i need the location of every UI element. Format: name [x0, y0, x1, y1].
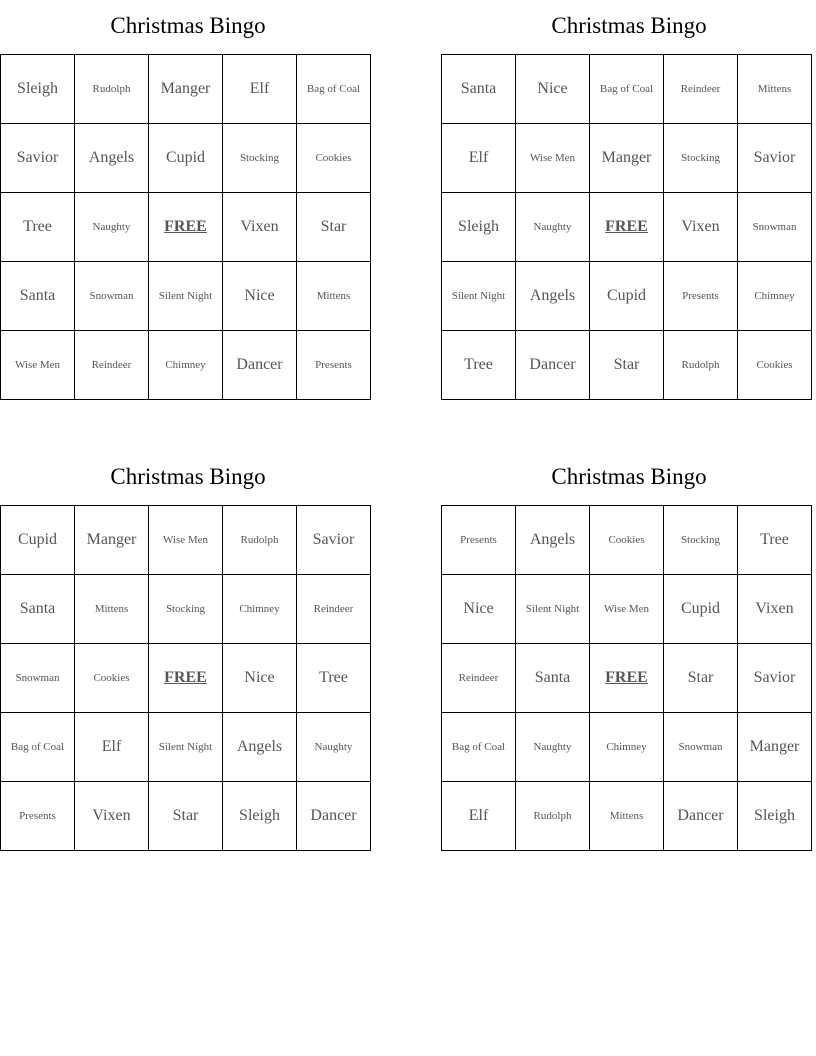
bingo-cell: Sleigh — [738, 782, 812, 851]
bingo-cell: Stocking — [664, 124, 738, 193]
bingo-cell: Wise Men — [516, 124, 590, 193]
free-space: FREE — [590, 193, 664, 262]
bingo-cell: Angels — [516, 506, 590, 575]
bingo-cell: Silent Night — [516, 575, 590, 644]
bingo-cell: Manger — [149, 55, 223, 124]
bingo-cell: Sleigh — [442, 193, 516, 262]
bingo-cell: Vixen — [223, 193, 297, 262]
bingo-cell: Savior — [738, 124, 812, 193]
bingo-cell: Reindeer — [297, 575, 371, 644]
bingo-cell: Presents — [297, 331, 371, 400]
free-space: FREE — [149, 193, 223, 262]
bingo-cell: Silent Night — [149, 713, 223, 782]
bingo-cell: Cupid — [664, 575, 738, 644]
bingo-cell: Manger — [75, 506, 149, 575]
bingo-cell: Chimney — [223, 575, 297, 644]
bingo-cell: Nice — [223, 262, 297, 331]
bingo-cell: Reindeer — [75, 331, 149, 400]
bingo-cell: Snowman — [664, 713, 738, 782]
card-title: Christmas Bingo — [110, 13, 266, 38]
bingo-cell: Presents — [664, 262, 738, 331]
bingo-cell: Silent Night — [442, 262, 516, 331]
bingo-cell: Star — [297, 193, 371, 262]
bingo-cell: Star — [664, 644, 738, 713]
bingo-grid — [0, 505, 371, 851]
bingo-cell: Bag of Coal — [590, 55, 664, 124]
bingo-cell: Naughty — [516, 713, 590, 782]
bingo-cell: Sleigh — [223, 782, 297, 851]
bingo-cell: Bag of Coal — [442, 713, 516, 782]
bingo-cell: Elf — [223, 55, 297, 124]
bingo-grid — [441, 54, 812, 400]
bingo-cell: Reindeer — [442, 644, 516, 713]
bingo-cell: Wise Men — [590, 575, 664, 644]
bingo-cell: Cupid — [1, 506, 75, 575]
bingo-cell: Naughty — [75, 193, 149, 262]
bingo-cell: Mittens — [75, 575, 149, 644]
bingo-cell: Wise Men — [1, 331, 75, 400]
bingo-cell: Vixen — [738, 575, 812, 644]
bingo-cell: Dancer — [516, 331, 590, 400]
bingo-cell: Nice — [516, 55, 590, 124]
bingo-cell: Savior — [297, 506, 371, 575]
bingo-cell: Cookies — [75, 644, 149, 713]
bingo-cell: Angels — [516, 262, 590, 331]
bingo-cell: Bag of Coal — [297, 55, 371, 124]
free-space: FREE — [149, 644, 223, 713]
bingo-cell: Stocking — [664, 506, 738, 575]
bingo-cell: Nice — [223, 644, 297, 713]
bingo-cell: Cupid — [149, 124, 223, 193]
bingo-cell: Rudolph — [664, 331, 738, 400]
bingo-cell: Snowman — [1, 644, 75, 713]
free-space: FREE — [590, 644, 664, 713]
card-title: Christmas Bingo — [110, 464, 266, 489]
bingo-cell: Wise Men — [149, 506, 223, 575]
bingo-cell: Vixen — [664, 193, 738, 262]
bingo-cell: Tree — [738, 506, 812, 575]
bingo-cell: Tree — [297, 644, 371, 713]
bingo-cell: Nice — [442, 575, 516, 644]
bingo-cell: Tree — [442, 331, 516, 400]
bingo-cell: Dancer — [223, 331, 297, 400]
bingo-cell: Stocking — [149, 575, 223, 644]
bingo-grid — [441, 505, 812, 851]
bingo-cell: Savior — [738, 644, 812, 713]
bingo-cell: Naughty — [297, 713, 371, 782]
bingo-cell: Angels — [75, 124, 149, 193]
bingo-cell: Chimney — [590, 713, 664, 782]
bingo-cell: Santa — [442, 55, 516, 124]
bingo-cell: Dancer — [664, 782, 738, 851]
bingo-cell: Chimney — [738, 262, 812, 331]
bingo-cell: Rudolph — [75, 55, 149, 124]
bingo-cell: Sleigh — [1, 55, 75, 124]
bingo-cell: Presents — [1, 782, 75, 851]
bingo-cell: Savior — [1, 124, 75, 193]
bingo-cell: Chimney — [149, 331, 223, 400]
bingo-cell: Santa — [1, 262, 75, 331]
bingo-cell: Rudolph — [516, 782, 590, 851]
bingo-cell: Stocking — [223, 124, 297, 193]
bingo-cell: Snowman — [75, 262, 149, 331]
bingo-cell: Mittens — [590, 782, 664, 851]
bingo-cell: Snowman — [738, 193, 812, 262]
bingo-cell: Angels — [223, 713, 297, 782]
bingo-cell: Star — [149, 782, 223, 851]
bingo-cell: Rudolph — [223, 506, 297, 575]
bingo-cell: Star — [590, 331, 664, 400]
bingo-cell: Presents — [442, 506, 516, 575]
card-title: Christmas Bingo — [551, 13, 707, 38]
bingo-cell: Cupid — [590, 262, 664, 331]
bingo-cell: Cookies — [590, 506, 664, 575]
bingo-cell: Cookies — [738, 331, 812, 400]
bingo-cell: Santa — [516, 644, 590, 713]
bingo-cell: Bag of Coal — [1, 713, 75, 782]
card-title: Christmas Bingo — [551, 464, 707, 489]
bingo-cell: Cookies — [297, 124, 371, 193]
bingo-cell: Naughty — [516, 193, 590, 262]
bingo-cell: Manger — [738, 713, 812, 782]
bingo-cell: Dancer — [297, 782, 371, 851]
bingo-cell: Elf — [442, 124, 516, 193]
bingo-cell: Reindeer — [664, 55, 738, 124]
bingo-grid — [0, 54, 371, 400]
bingo-cell: Vixen — [75, 782, 149, 851]
bingo-cell: Mittens — [297, 262, 371, 331]
bingo-cell: Elf — [75, 713, 149, 782]
bingo-cell: Elf — [442, 782, 516, 851]
bingo-cell: Tree — [1, 193, 75, 262]
bingo-cell: Santa — [1, 575, 75, 644]
bingo-cell: Silent Night — [149, 262, 223, 331]
bingo-cell: Manger — [590, 124, 664, 193]
bingo-cell: Mittens — [738, 55, 812, 124]
